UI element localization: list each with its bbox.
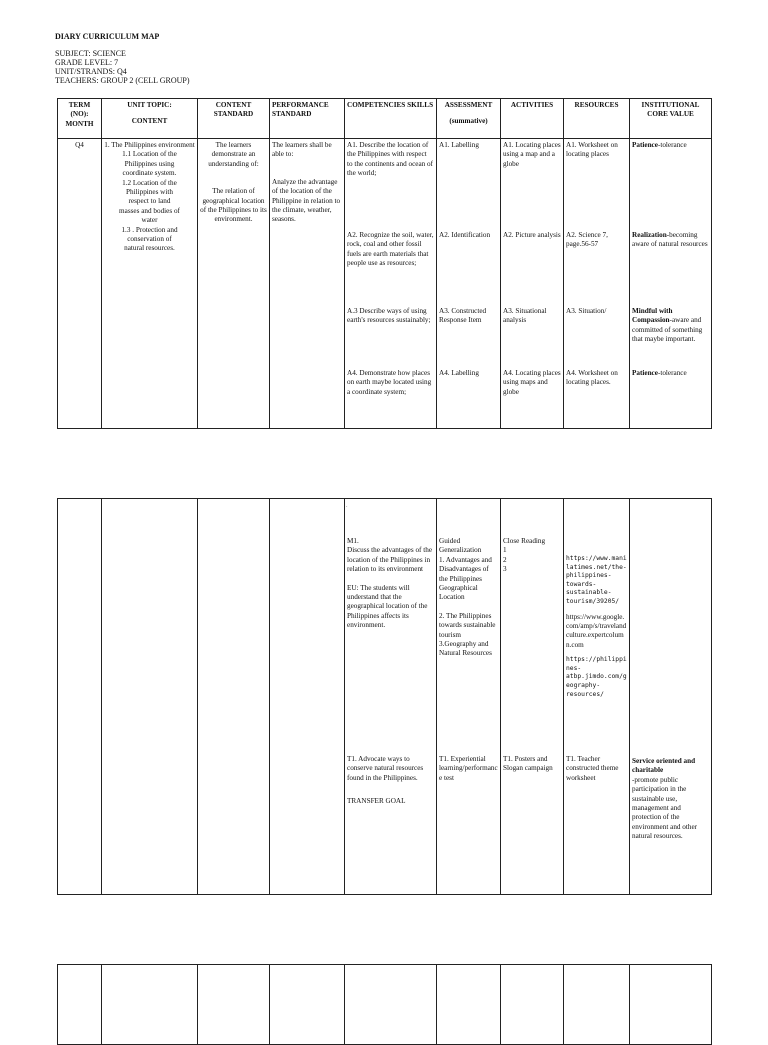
stray-mark: . xyxy=(346,503,348,509)
col-term: TERM (NO): MONTH xyxy=(58,99,102,139)
resources-cell xyxy=(564,139,630,429)
close-reading-title: Close Reading xyxy=(503,537,546,545)
t1-assessment: T1. Experiential learning/performance test xyxy=(439,755,498,782)
competencies-cell xyxy=(345,139,437,429)
col-resources: RESOURCES xyxy=(564,99,630,139)
close-reading-item-3: 3 xyxy=(503,565,507,574)
competency-a3: A.3 Describe ways of using earth's resources sustainably; xyxy=(347,307,431,325)
empty-cell xyxy=(437,965,501,1045)
curriculum-table-3 xyxy=(57,964,712,1045)
core-value-cell xyxy=(630,139,712,429)
guided-item-2: 2. The Philippines towards sustainable tourism xyxy=(439,611,496,639)
guided-item-1: 1. Advantages and Disadvantages of the Philippines Geographical Location xyxy=(439,555,492,602)
links-block xyxy=(566,555,627,755)
document-header xyxy=(55,32,190,85)
m1-text: Discuss the advantages of the location of the Philippines in relation to its environment xyxy=(347,546,433,574)
col-unit-topic: UNIT TOPIC: CONTENT xyxy=(102,99,198,139)
activity-a3: A3. Situational analysis xyxy=(503,307,547,325)
t1-text: T1. Advocate ways to conserve natural resources found in the Philippines. xyxy=(347,755,424,782)
empty-performance-cell xyxy=(270,499,345,895)
unit-line: UNIT/STRANDS: Q4 xyxy=(55,67,127,76)
activities-cell xyxy=(501,139,564,429)
topic-1-1: 1.1 Location of the Philippines using coordinate system. xyxy=(122,150,177,178)
close-reading-item-2: 2 xyxy=(503,555,507,564)
empty-cell xyxy=(345,965,437,1045)
content-standard-cell xyxy=(198,139,270,429)
core-value-a1: Patience-tolerance xyxy=(632,141,687,149)
resource-a1: A1. Worksheet on locating places xyxy=(566,141,618,159)
topic-1-2: 1.2 Location of the Philippines with respect to land masses and bodies of water xyxy=(119,178,180,225)
guided-block xyxy=(439,537,498,755)
grade-line: GRADE LEVEL: 7 xyxy=(55,58,119,67)
resource-a2: A2. Science 7, page.56-57 xyxy=(566,231,608,249)
resource-link-2[interactable]: https://www.google.com/amp/s/travelandculture.expertcolumn.com xyxy=(566,612,627,649)
document-title: DIARY CURRICULUM MAP xyxy=(55,32,160,41)
empty-cell xyxy=(501,965,564,1045)
assessment-a2: A2. Identification xyxy=(439,231,491,239)
topic-1-3: 1.3 . Protection and conservation of natural resources. xyxy=(121,225,178,253)
transfer-goal: TRANSFER GOAL xyxy=(347,797,406,806)
close-reading-block xyxy=(503,537,561,755)
curriculum-table-1 xyxy=(57,98,712,429)
col-competencies: COMPETENCIES SKILLS xyxy=(345,99,437,139)
assessment-cell-2 xyxy=(437,499,501,895)
resources-cell-2 xyxy=(564,499,630,895)
table-row xyxy=(58,499,712,895)
activity-a1: A1. Locating places using a map and a globe xyxy=(503,141,561,168)
term-cell: Q4 xyxy=(58,139,102,429)
guided-item-3: 3.Geography and Natural Resources xyxy=(439,640,492,658)
assessment-a4: A4. Labelling xyxy=(439,369,479,377)
guided-title: Guided Generalization xyxy=(439,537,482,555)
empty-cell xyxy=(198,965,270,1045)
service-value-text: -promote public participation in the sustainable use, management and protection of the environment and other natural resources. xyxy=(632,775,698,841)
empty-topic-cell xyxy=(102,499,198,895)
competency-a2: A2. Recognize the soil, water, rock, coal and other fossil fuels are earth materials that people use as resources; xyxy=(347,231,434,268)
core-value-a3: Mindful with Compassion-aware and committed of something that maybe important. xyxy=(632,307,703,344)
eu-text: EU: The students will understand that the geographical location of the Philippines affects its environment. xyxy=(347,583,428,630)
empty-cell xyxy=(630,965,712,1045)
teachers-line: TEACHERS: GROUP 2 (CELL GROUP) xyxy=(55,76,190,85)
resource-link-3[interactable]: https://philippines-atbp.jimdo.com/geography-resources/ xyxy=(566,656,627,698)
core-value-cell-2 xyxy=(630,499,712,895)
resource-link-1[interactable]: https://www.manilatimes.net/the-philippines-towards-sustainable-tourism/39205/ xyxy=(566,555,627,605)
content-standard-text: The relation of geographical location of the Philippines to its environment. xyxy=(200,187,267,224)
competency-a1: A1. Describe the location of the Philippines with respect to the continents and ocean of the world; xyxy=(347,141,434,178)
activity-a4: A4. Locating places using maps and globe xyxy=(503,369,561,396)
empty-term-cell xyxy=(58,499,102,895)
col-assessment: ASSESSMENT (summative) xyxy=(437,99,501,139)
m1-label: M1. xyxy=(347,537,359,545)
assessment-a3: A3. Constructed Response Item xyxy=(439,307,487,325)
empty-content-standard-cell xyxy=(198,499,270,895)
activity-a2: A2. Picture analysis xyxy=(503,231,561,239)
performance-standard-cell xyxy=(270,139,345,429)
empty-cell xyxy=(270,965,345,1045)
assessment-a1: A1. Labelling xyxy=(439,141,479,149)
core-value-a2: Realization-becoming aware of natural resources xyxy=(632,231,708,249)
activities-cell-2 xyxy=(501,499,564,895)
competency-a4: A4. Demonstrate how places on earth maybe located using a coordinate system; xyxy=(347,369,432,396)
curriculum-table-2 xyxy=(57,498,712,895)
subject-line: SUBJECT: SCIENCE xyxy=(55,49,126,58)
performance-intro: The learners shall be able to: xyxy=(272,141,332,159)
meaning-making-cell xyxy=(345,499,437,895)
t1-resource: T1. Teacher constructed theme worksheet xyxy=(566,755,619,782)
content-standard-intro: The learners demonstrate an understanding of: xyxy=(208,141,259,168)
unit-topic-cell xyxy=(102,139,198,429)
topic-main: 1. The Philippines environment xyxy=(104,141,195,149)
empty-cell xyxy=(102,965,198,1045)
col-activities: ACTIVITIES xyxy=(501,99,564,139)
table-row xyxy=(58,139,712,429)
t1-activity: T1. Posters and Slogan campaign xyxy=(503,755,553,773)
empty-cell xyxy=(58,965,102,1045)
resource-a4: A4. Worksheet on locating places. xyxy=(566,369,618,387)
col-performance-standard: PERFORMANCE STANDARD xyxy=(270,99,345,139)
close-reading-item-1: 1 xyxy=(503,546,507,555)
core-value-a4: Patience-tolerance xyxy=(632,369,687,377)
assessment-cell xyxy=(437,139,501,429)
resource-a3: A3. Situation/ xyxy=(566,307,607,315)
performance-text: Analyze the advantage of the location of the Philippine in relation to the climate, weather, seasons. xyxy=(272,177,341,224)
empty-cell xyxy=(564,965,630,1045)
col-content-standard: CONTENT STANDARD xyxy=(198,99,270,139)
col-core-value: INSTITUTIONAL CORE VALUE xyxy=(630,99,712,139)
m1-block xyxy=(347,537,434,755)
header-row xyxy=(58,99,712,139)
service-value-title: Service oriented and charitable xyxy=(632,757,696,775)
table-row xyxy=(58,965,712,1045)
